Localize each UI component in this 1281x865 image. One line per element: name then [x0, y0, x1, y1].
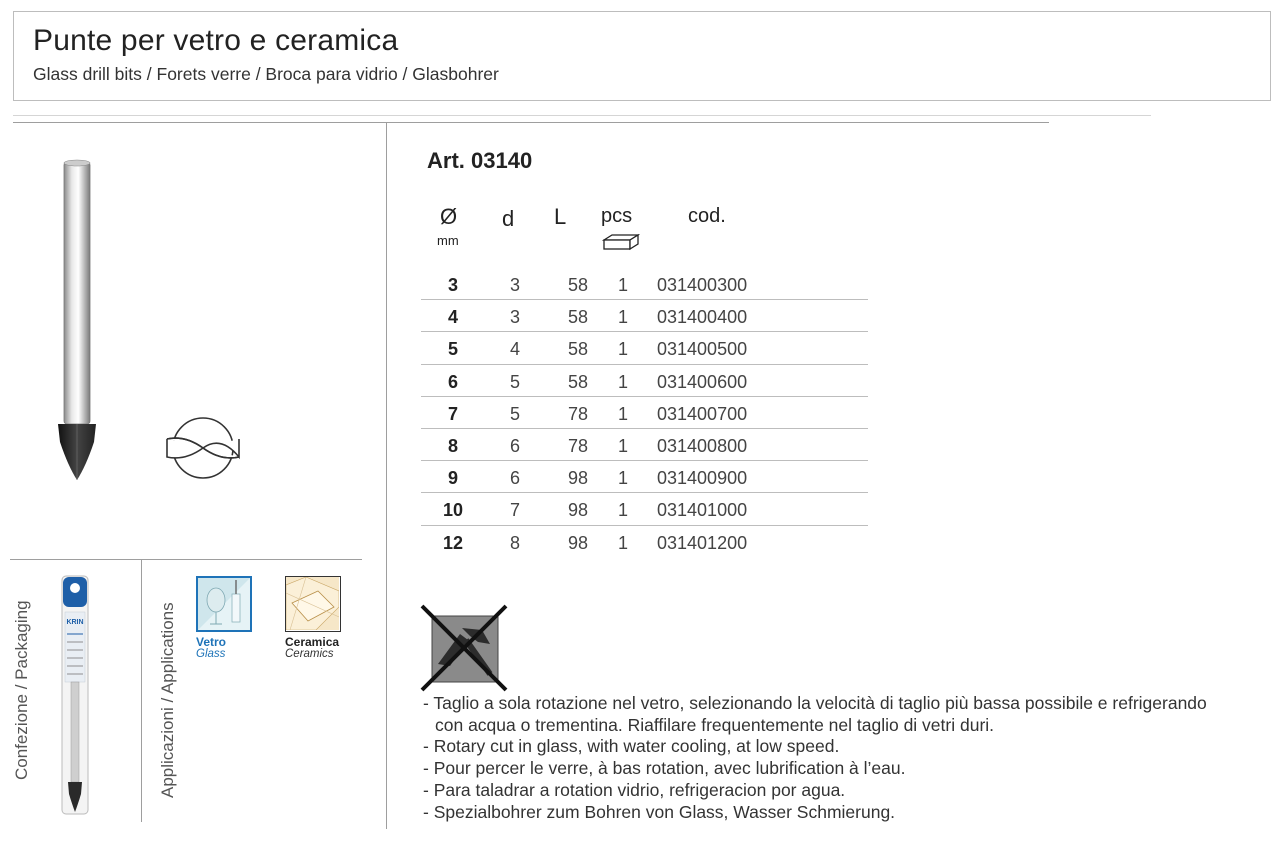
- page-subtitle: Glass drill bits / Forets verre / Broca para vidrio / Glasbohrer: [33, 64, 499, 84]
- table-row: [421, 397, 868, 429]
- cell-length: 98: [567, 500, 589, 521]
- table-row: [421, 493, 868, 525]
- cell-length: 58: [567, 307, 589, 328]
- divider: [10, 559, 362, 560]
- ceramic-application-thumb: [285, 576, 341, 632]
- cell-pcs: 1: [617, 532, 628, 553]
- cell-length: 98: [567, 532, 589, 553]
- no-hammer-icon: [420, 604, 508, 697]
- column-divider: [386, 123, 387, 829]
- note-line: - Pour percer le verre, à bas rotation, avec lubrification à l’eau.: [423, 758, 906, 779]
- divider: [1049, 115, 1151, 116]
- cell-code: 031400600: [657, 371, 748, 392]
- cell-diameter: 8: [447, 435, 458, 456]
- table-row: [421, 365, 868, 397]
- header-diameter-unit: mm: [437, 233, 459, 248]
- note-line: - Spezialbohrer zum Bohren von Glass, Wasser Schmierung.: [423, 801, 896, 822]
- cell-pcs: 1: [617, 403, 628, 424]
- usage-notes: [423, 693, 1207, 823]
- cell-length: 58: [567, 339, 589, 360]
- application-translation: Ceramics: [285, 648, 334, 660]
- cell-d: 8: [509, 532, 520, 553]
- cell-pcs: 1: [617, 435, 628, 456]
- table-row: [421, 461, 868, 493]
- cell-length: 58: [567, 275, 589, 295]
- application-translation: Glass: [196, 648, 226, 660]
- cell-d: 4: [509, 339, 520, 360]
- cell-d: 6: [509, 468, 520, 489]
- svg-text:KRIN: KRIN: [66, 619, 84, 626]
- cell-diameter: 4: [447, 307, 458, 328]
- applications-label: Applicazioni / Applications: [158, 602, 177, 798]
- cell-code: 031400800: [657, 435, 748, 456]
- cell-diameter: 9: [447, 468, 458, 489]
- cell-code: 031401000: [657, 500, 748, 521]
- cell-d: 3: [509, 307, 520, 328]
- cell-pcs: 1: [617, 275, 628, 295]
- header-code: cod.: [688, 205, 726, 227]
- cell-code: 031401200: [657, 532, 748, 553]
- page-title: Punte per vetro e ceramica: [33, 24, 399, 57]
- cell-d: 5: [509, 371, 520, 392]
- table-row: [421, 526, 868, 558]
- divider: [13, 115, 1049, 116]
- column-divider: [141, 560, 142, 822]
- cell-length: 78: [567, 403, 589, 424]
- cell-pcs: 1: [617, 500, 628, 521]
- cell-length: 98: [567, 468, 589, 489]
- application-name: Vetro: [196, 635, 227, 649]
- cell-d: 6: [509, 435, 520, 456]
- application-name: Ceramica: [285, 635, 340, 649]
- cell-pcs: 1: [617, 371, 628, 392]
- cell-diameter: 12: [442, 532, 464, 553]
- cell-code: 031400300: [657, 275, 748, 295]
- header-pcs: pcs: [601, 205, 633, 227]
- cell-code: 031400900: [657, 468, 748, 489]
- cell-pcs: 1: [617, 468, 628, 489]
- cell-diameter: 6: [447, 371, 458, 392]
- article-number: Art. 03140: [427, 148, 533, 173]
- blister-packaging-image: [58, 574, 94, 821]
- cell-pcs: 1: [617, 307, 628, 328]
- note-line: - Taglio a sola rotazione nel vetro, selezionando la velocità di taglio più bassa possibile e refrigerando: [423, 693, 1207, 713]
- cell-diameter: 10: [442, 500, 464, 521]
- cell-code: 031400400: [657, 307, 748, 328]
- table-row: [421, 429, 868, 461]
- note-line: - Para taladrar a rotation vidrio, refrigeracion por agua.: [423, 779, 846, 800]
- title-box: [13, 11, 1271, 101]
- cell-d: 7: [509, 500, 520, 521]
- cell-code: 031400700: [657, 403, 748, 424]
- cell-length: 58: [567, 371, 589, 392]
- application-glass: [196, 576, 252, 660]
- cell-length: 78: [567, 435, 589, 456]
- cell-diameter: 5: [447, 339, 458, 360]
- drill-bit-image: [48, 158, 108, 488]
- glass-application-thumb: [196, 576, 252, 632]
- divider: [13, 122, 1049, 123]
- note-line: con acqua o trementina. Riaffilare frequentemente nel taglio di vetri duri.: [435, 714, 995, 735]
- table-row: [421, 332, 868, 364]
- box-icon: [602, 233, 640, 258]
- header-diameter: Ø: [440, 204, 458, 229]
- cell-d: 5: [509, 403, 520, 424]
- header-d: d: [502, 206, 515, 231]
- table-row: [421, 268, 868, 300]
- cell-pcs: 1: [617, 339, 628, 360]
- packaging-label: Confezione / Packaging: [12, 600, 31, 780]
- note-line: - Rotary cut in glass, with water cooling, at low speed.: [423, 736, 840, 757]
- cell-d: 3: [509, 275, 520, 295]
- product-table: [421, 268, 868, 558]
- header-length: L: [554, 204, 567, 229]
- cell-diameter: 3: [447, 275, 458, 295]
- cell-diameter: 7: [447, 403, 458, 424]
- cell-code: 031400500: [657, 339, 748, 360]
- table-row: [421, 300, 868, 332]
- cross-section-icon: [163, 415, 243, 486]
- application-ceramics: [285, 576, 341, 660]
